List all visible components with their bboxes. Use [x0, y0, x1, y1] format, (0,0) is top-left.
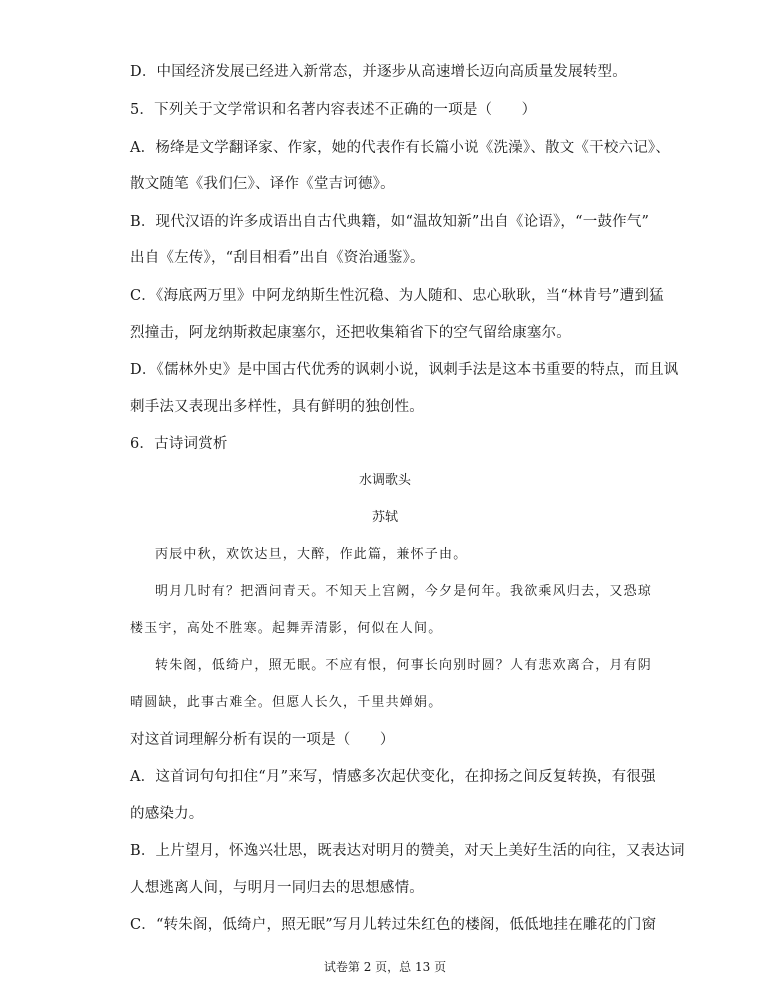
q5-option-c-line1: C．《海底两万里》中阿龙纳斯生性沉稳、为人随和、忠心耿耿，当“林肯号”遭到猛 — [130, 288, 664, 304]
q6-option-a-line1: A．这首词句句扣住“月”来写，情感多次起伏变化，在抑扬之间反复转换，有很强 — [130, 769, 656, 785]
q5-option-c-line2: 烈撞击，阿龙纳斯救起康塞尔，还把收集箱省下的空气留给康塞尔。 — [130, 325, 571, 341]
q5-option-a-line1: A．杨绛是文学翻译家、作家，她的代表作有长篇小说《洗澡》、散文《干校六记》、 — [130, 140, 671, 156]
poem-part2-line1: 转朱阁，低绮户，照无眠。不应有恨，何事长向别时圆？人有悲欢离合，月有阴 — [155, 658, 653, 673]
q6-option-b-line2: 人想逃离人间，与明月一同归去的思想感情。 — [130, 880, 424, 896]
q5-option-d-line2: 刺手法又表现出多样性，具有鲜明的独创性。 — [130, 399, 424, 415]
poem-part1-line1: 明月几时有？把酒问青天。不知天上宫阙，今夕是何年。我欲乘风归去，又恐琼 — [155, 584, 653, 599]
poem-part2-line2: 晴圆缺，此事古难全。但愿人长久，千里共婵娟。 — [130, 695, 443, 710]
poem-part1-line2: 楼玉宇，高处不胜寒。起舞弄清影，何似在人间。 — [130, 621, 443, 636]
q5-option-b-line1: B．现代汉语的许多成语出自古代典籍，如“温故知新”出自《论语》，“一鼓作气” — [130, 214, 650, 230]
poem-title: 水调歌头 — [358, 473, 411, 488]
q5-option-b-line2: 出自《左传》，“刮目相看”出自《资治通鉴》。 — [130, 250, 425, 266]
q6-option-c-line1: C．“转朱阁，低绮户，照无眠”写月儿转过朱红色的楼阁，低低地挂在雕花的门窗 — [130, 917, 657, 933]
q4-option-d: D．中国经济发展已经进入新常态，并逐步从高速增长迈向高质量发展转型。 — [130, 64, 627, 80]
q6-stem: 6．古诗词赏析 — [130, 436, 228, 452]
page-footer: 试卷第 2 页，总 13 页 — [323, 960, 447, 974]
q6-option-a-line2: 的感染力。 — [130, 806, 204, 822]
q6-question: 对这首词理解分析有误的一项是（ ） — [130, 732, 395, 748]
q5-option-d-line1: D．《儒林外史》是中国古代优秀的讽刺小说，讽刺手法是这本书重要的特点，而且讽 — [130, 362, 679, 378]
q5-option-a-line2: 散文随笔《我们仨》、译作《堂吉诃德》。 — [130, 176, 395, 192]
q6-option-b-line1: B．上片望月，怀逸兴壮思，既表达对明月的赞美，对天上美好生活的向往，又表达词 — [130, 843, 685, 859]
q5-stem: 5．下列关于文学常识和名著内容表述不正确的一项是（ ） — [130, 102, 537, 118]
poem-preface: 丙辰中秋，欢饮达旦，大醉，作此篇，兼怀子由。 — [155, 547, 468, 562]
poem-author: 苏轼 — [371, 510, 398, 525]
